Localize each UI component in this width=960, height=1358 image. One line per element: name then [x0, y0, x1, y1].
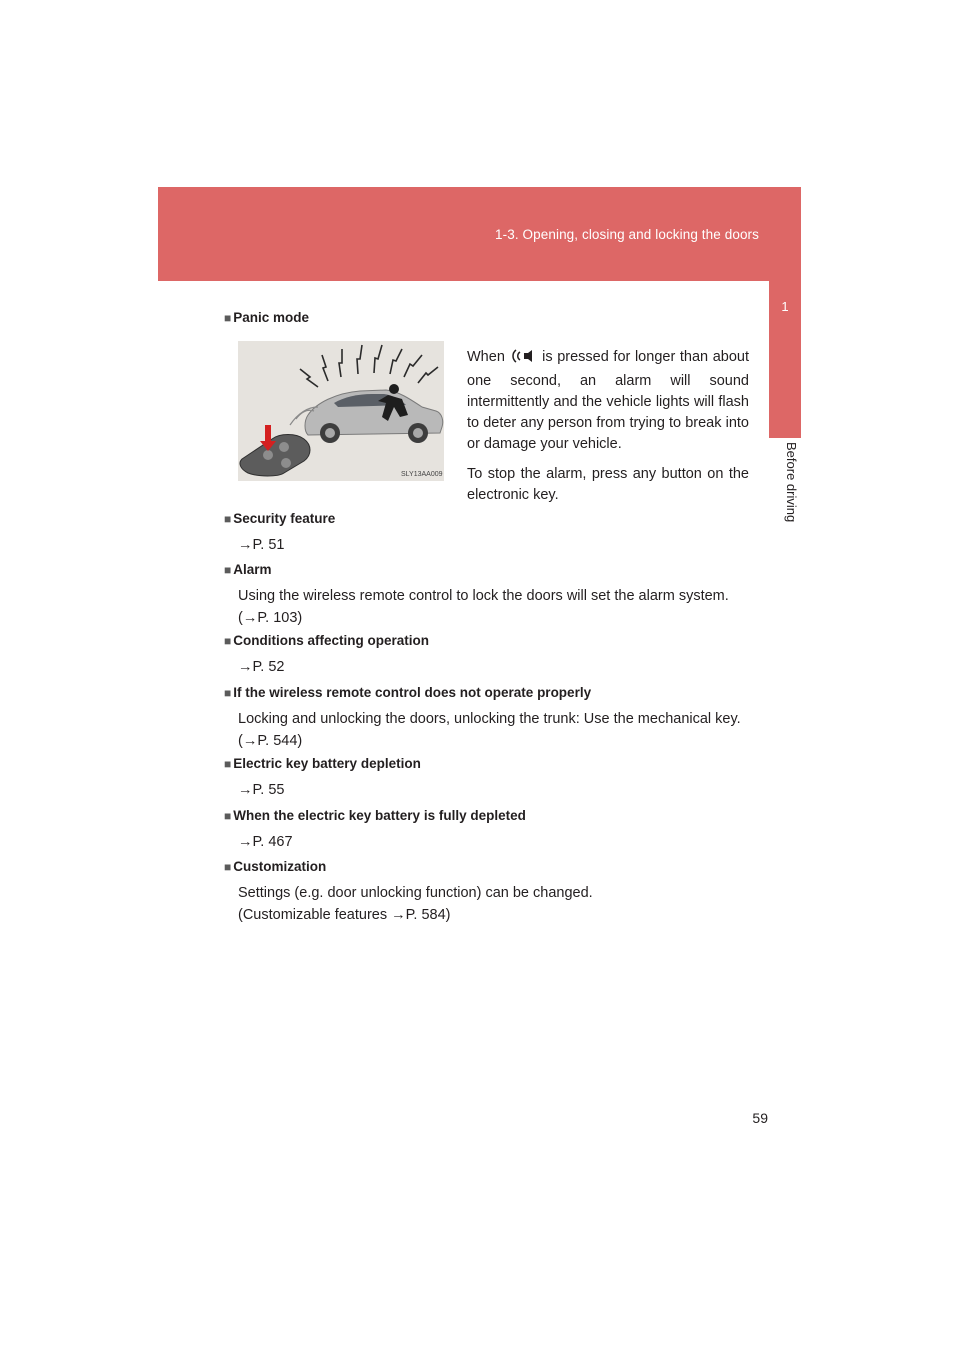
square-bullet-icon: ■: [224, 311, 232, 325]
section-heading: ■ Conditions affecting operation: [224, 633, 429, 648]
page-number: 59: [752, 1110, 768, 1126]
section-body: →P. 467: [238, 834, 293, 850]
square-bullet-icon: ■: [224, 512, 232, 526]
image-code: SLY13AA009: [401, 471, 443, 478]
section-body: →P. 51: [238, 537, 285, 553]
section-title: 1-3. Opening, closing and locking the doors: [495, 227, 759, 242]
chapter-tab: [769, 281, 801, 438]
panic-mode-description: [467, 347, 749, 506]
square-bullet-icon: ■: [224, 686, 232, 700]
car-alarm-illustration: [238, 341, 444, 481]
square-bullet-icon: ■: [224, 563, 232, 577]
section-heading: ■ When the electric key battery is fully depleted: [224, 808, 526, 823]
section-body: Locking and unlocking the doors, unlocking the trunk: Use the mechanical key. (→P. 544): [238, 711, 741, 749]
section-body: →P. 55: [238, 782, 285, 798]
chapter-label: Before driving: [784, 442, 799, 523]
square-bullet-icon: ■: [224, 757, 232, 771]
section-heading: ■ Electric key battery depletion: [224, 756, 421, 771]
square-bullet-icon: ■: [224, 634, 232, 648]
panic-mode-heading: ■ Panic mode: [224, 310, 310, 325]
panic-mode-paragraph-1: When is pressed for longer than about one second, an alarm will sound intermittently and the vehicle lights will flash to deter any person from trying to break into or damage your vehicle.: [467, 349, 750, 452]
panic-mode-paragraph-2: To stop the alarm, press any button on the electronic key.: [467, 466, 749, 503]
panic-button-icon: [510, 348, 538, 371]
section-heading: ■ Alarm: [224, 562, 272, 577]
section-body: Using the wireless remote control to lock the doors will set the alarm system. (→P. 103): [238, 588, 729, 626]
section-body: Settings (e.g. door unlocking function) can be changed. (Customizable features →P. 584): [238, 885, 593, 923]
section-heading: ■ Customization: [224, 859, 327, 874]
section-body: →P. 52: [238, 659, 285, 675]
chapter-number: 1: [781, 299, 789, 314]
section-heading: ■ If the wireless remote control does not operate properly: [224, 685, 592, 700]
header-band: [158, 187, 801, 281]
square-bullet-icon: ■: [224, 809, 232, 823]
panic-mode-illustration: [238, 341, 444, 481]
section-heading: ■ Security feature: [224, 511, 336, 526]
square-bullet-icon: ■: [224, 860, 232, 874]
